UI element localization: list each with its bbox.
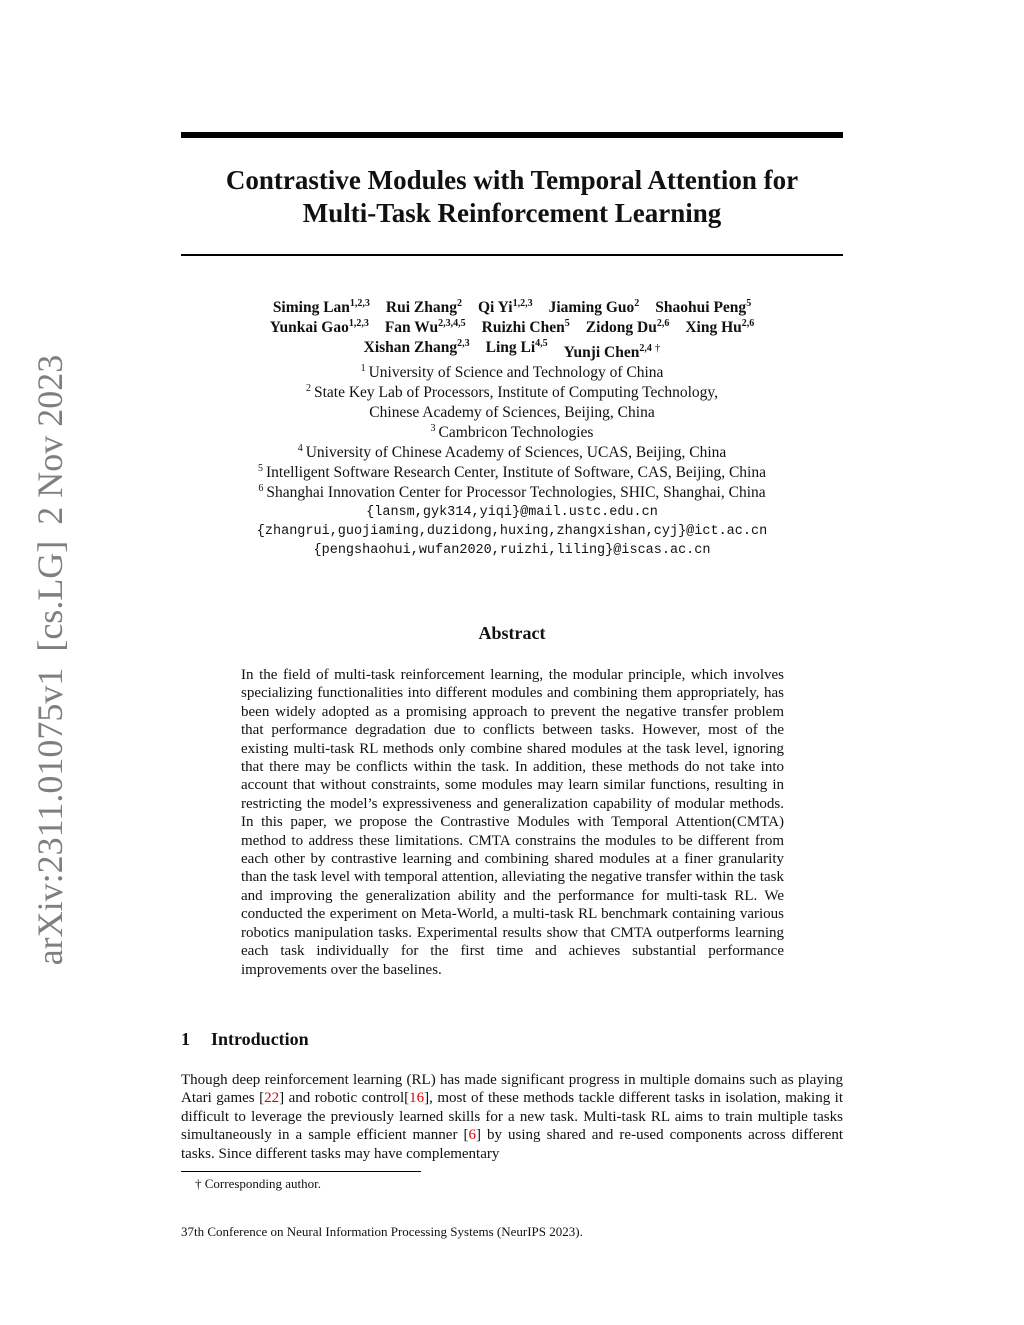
citation-link[interactable]: 22: [264, 1090, 280, 1107]
title-line-2: Multi-Task Reinforcement Learning: [302, 198, 722, 228]
section-title: Introduction: [211, 1029, 309, 1049]
affiliation-1: $^1$ University of Science and Technology of China: [360, 363, 664, 381]
email-line-1: {lansm,gyk314,yiqi}@mail.ustc.edu.cn: [366, 505, 658, 520]
author-name: Siming Lan$^{1,2,3}$: [272, 298, 370, 316]
title-top-rule: [181, 132, 843, 138]
arxiv-sidebar-stamp: [20, 354, 80, 966]
author-name: Qi Yi$^{1,2,3}$: [478, 298, 533, 316]
author-name: Jiaming Guo$^2$: [548, 298, 640, 316]
venue-footer: 37th Conference on Neural Information Processing Systems (NeurIPS 2023).: [181, 1224, 583, 1239]
arxiv-id: arXiv:2311.01075v1: [30, 667, 70, 966]
footnote-rule: [181, 1171, 421, 1172]
author-name: Xing Hu$^{2,6}$: [685, 318, 755, 336]
author-name: Yunkai Gao$^{1,2,3}$: [269, 318, 369, 336]
affiliation-2-cont: Chinese Academy of Sciences, Beijing, China: [369, 404, 655, 421]
author-line-3: [181, 338, 843, 363]
author-block: [181, 298, 843, 560]
citation-link[interactable]: 16: [409, 1090, 425, 1107]
author-name: Zidong Du$^{2,6}$: [585, 318, 670, 336]
author-name: Fan Wu$^{2,3,4,5}$: [384, 318, 466, 336]
author-line-2: [181, 318, 843, 338]
author-name: Yunji Chen$^{2,4}$ †: [563, 342, 661, 361]
abstract-text: In the field of multi-task reinforcement learning, the modular principle, which involves specializing functionalities into different modules and combining them appropriately, has been widely adopted as a promising approach to prevent the negative transfer problem that performance degradation due to conflicts between tasks. However, most of the existing multi-task RL methods only combine shared modules at the task level, ignoring that there may be conflicts within the task. In addition, these methods do not take into account that without constraints, some modules may learn similar functions, resulting in restricting the model’s expressiveness and generalization capability of modular methods. In this paper, we propose the Contrastive Modules with Temporal Attention(CMTA) method to address these limitations. CMTA constrains the modules to be different from each other by contrastive learning and combining shared modules at a finer granularity than the task level with temporal attention, alleviating the negative transfer within the task and improving the generalization ability and the performance for multi-task RL. We conducted the experiment on Meta-World, a multi-task RL benchmark containing various robotics manipulation tasks. Experimental results show that CMTA outperforms learning each task individually for the first time and achieves substantial performance improvements over the baselines.: [241, 667, 784, 978]
affiliation-6: $^6$ Shanghai Innovation Center for Processor Technologies, SHIC, Shanghai, China: [258, 483, 766, 501]
section-number: 1: [181, 1029, 190, 1049]
author-line-1: [181, 298, 843, 318]
affiliation-5: $^5$ Intelligent Software Research Center, Institute of Software, CAS, Beijing, China: [257, 463, 766, 481]
author-name: Shaohui Peng$^5$: [655, 298, 752, 316]
author-name: Rui Zhang$^2$: [385, 298, 462, 316]
arxiv-date: 2 Nov 2023: [30, 354, 70, 525]
email-line-2: {zhangrui,guojiaming,duzidong,huxing,zhangxishan,cyj}@ict.ac.cn: [256, 524, 768, 539]
title-bottom-rule: [181, 254, 843, 256]
author-name: Ling Li$^{4,5}$: [485, 338, 548, 356]
affiliation-4: $^4$ University of Chinese Academy of Sciences, UCAS, Beijing, China: [297, 443, 727, 461]
abstract-heading: Abstract: [478, 623, 546, 643]
arxiv-category: [cs.LG]: [30, 540, 70, 652]
introduction-paragraph: Though deep reinforcement learning (RL) has made significant progress in multiple domains such as playing Atari games [22] and robotic control[16], most of these methods tackle different tasks in isolation, making it difficult to leverage the previously learned skills for a new task. Multi-task RL aims to train multiple tasks simultaneously in a sample efficient manner [6] by using shared and re-used components across different tasks. Since different tasks may have complementary: [181, 1072, 843, 1162]
paper-title: [181, 164, 843, 230]
citation-link[interactable]: 6: [468, 1127, 476, 1144]
author-name: Ruizhi Chen$^5$: [481, 318, 570, 336]
corresponding-author-mark: †: [654, 342, 661, 354]
section-heading-introduction: [181, 1029, 309, 1050]
footnote-corresponding-author: † Corresponding author.: [195, 1176, 322, 1191]
email-line-3: {pengshaohui,wufan2020,ruizhi,liling}@iscas.ac.cn: [313, 543, 711, 558]
author-name: Xishan Zhang$^{2,3}$: [363, 338, 470, 356]
affiliation-2: $^2$ State Key Lab of Processors, Institute of Computing Technology,: [305, 383, 718, 401]
title-line-1: Contrastive Modules with Temporal Attention for: [225, 165, 799, 195]
affiliation-3: $^3$ Cambricon Technologies: [430, 423, 594, 441]
